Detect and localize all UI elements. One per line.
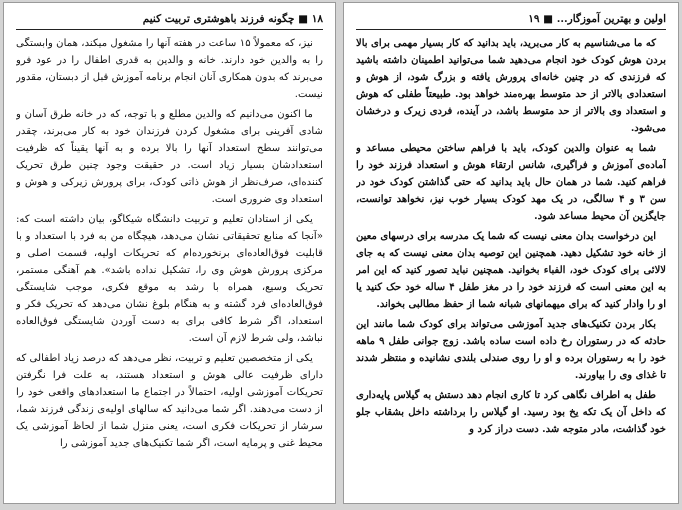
left-paragraph-2: ما اکنون می‌دانیم که والدین مطلع و با توجه، که در خانه طرق آسان و شادی آفرینی برای مشغول کردن فرزندان خود به کار می‌برند، چقدر می‌توانند سطح استعداد آنها را بالا برده و به آنها یقیناً که ظرفیت استعدادشان بسیار زیاد است. در حقیقت وجود چنین طرق تحریک کننده‌ای، صرف‌نظر از هوش ذاتی کودک، برای پرورش زیرکی و هوش و استعداد وی ضروری است. [16, 109, 323, 205]
left-page-header [16, 11, 323, 27]
right-page-header [356, 11, 666, 27]
right-running-head: اولین و بهترین آموزگار... ■ ۱۹ [528, 13, 666, 25]
right-paragraph-4: بکار بردن تکنیک‌های جدید آموزشی می‌تواند برای کودک شما مانند این حادثه که در رستوران رخ داده است ساده باشد. زوج جوانی طفل ۹ ماهه خود را به رستوران برده و او را روی صندلی بلندی نشانیده و منتظر شدند تا غذای وی را بیاورند. [356, 319, 666, 381]
right-page-body [356, 35, 666, 497]
left-header-rule [16, 29, 323, 30]
right-book-page [343, 2, 679, 504]
left-page-body [16, 35, 323, 497]
right-paragraph-1: که ما می‌شناسیم به کار می‌برید، باید بدانید که کار بسیار مهمی برای بالا بردن هوش کودک خود انجام می‌دهید شما می‌توانید اطمینان داشته باشید که فرزندی که در چنین خانه‌ای پرورش یافته و بزرگ شود، از هوش و استعدادی بالاتر از حد متوسط بهره‌مند خواهد بود. طبیعتاً طفلی که هوش و استعداد وی بالاتر از حد متوسط باشد، در آینده، فردی زیرک و درخشان می‌شود. [356, 38, 666, 134]
left-book-page [3, 2, 336, 504]
right-paragraph-3: این درخواست بدان معنی نیست که شما یک مدرسه برای درسهای معین از خانه خود تشکیل دهید. همچنین این توصیه بدان معنی نیست که به جای لالائی برای کودک خود، الفباء بخوانید. همچنین نباید تصور کنید که این امر به این معنی است که فرزند خود را در مغز طفل ۴ ساله خود حک کنید یا او را وادار کنید که برای میهمانهای شبانه شما از حفظ مطالبی بخواند. [356, 231, 666, 310]
left-running-head: ۱۸ ■ چگونه فرزند باهوشتری تربیت کنیم [142, 13, 323, 25]
left-paragraph-4: یکی از متخصصین تعلیم و تربیت، نظر می‌دهد که درصد زیاد اطفالی که دارای ظرفیت عالی هوش و استعداد هستند، به علت فرا نگرفتن تحریکات آموزشی اولیه، احتمالاً در اجتماع ما استعدادهای واقعی خود را از دست می‌دهند. اگر شما می‌دانید که سالهای اولیه‌ی زندگی فرزند شما، سرشار از تحریکات فکری است، یعنی منزل شما از لحاظ آموزشی یک محیط غنی و پرمایه است، اگر شما تکنیک‌های جدید آموزشی را [16, 353, 323, 449]
left-paragraph-1: نیز، که معمولاً ۱۵ ساعت در هفته آنها را مشغول میکند، همان وابستگی را به والدین خود دارند. خانه و والدین به قدری اطفال را در عود فرو می‌برند که بدون همکاری آنان انجام برنامه آموزش قبل از دبستان، مقدور نیست. [16, 38, 323, 100]
right-paragraph-2: شما به عنوان والدین کودک، باید با فراهم ساختن محیطی مساعد و آماده‌ی آموزش و فراگیری، شانس ارتقاء هوش و استعداد فرزند خود را فراهم کنید. شما در همان حال باید بدانید که حتی گذاشتن کودک خود در سن ۳ و ۴ سالگی، در یک مهد کودک بسیار خوب نیز، نخواهد توانست، جایگزین آن محیط مساعد شود. [356, 143, 666, 222]
left-paragraph-3: یکی از استادان تعلیم و تربیت دانشگاه شیکاگو، بیان داشته است که: «آنجا که منابع تحقیقاتی نشان می‌دهد، هیچگاه من به فرد با استعداد و با قابلیت فوق‌العاده‌ای برنخورده‌ام که تحریکات اولیه، قسمت اصلی و مرکزی پرورش هوش وی را، تشکیل نداده باشد». هم آهنگی مستمر، تحریک وسیع، همراه با رشد به موقع فکری، موجب شایستگی فوق‌العاده‌ای فرد گشته و به هنگام بلوغ نشان می‌دهد که تحریک فکر و استعداد، اگر شرط کافی برای به دست آوردن شایستگی فوق‌العاده نباشد، ولی شرط لازم آن است. [16, 214, 323, 344]
right-header-rule [356, 29, 666, 30]
right-paragraph-5: طفل به اطراف نگاهی کرد تا کاری انجام دهد دستش به گیلاس پایه‌داری که داخل آن یک تکه یخ بود رسید. او گیلاس را برداشته داخل بشقاب جلو خود گذاشت، مادر متوجه شد. دست دراز کرد و [356, 390, 666, 435]
